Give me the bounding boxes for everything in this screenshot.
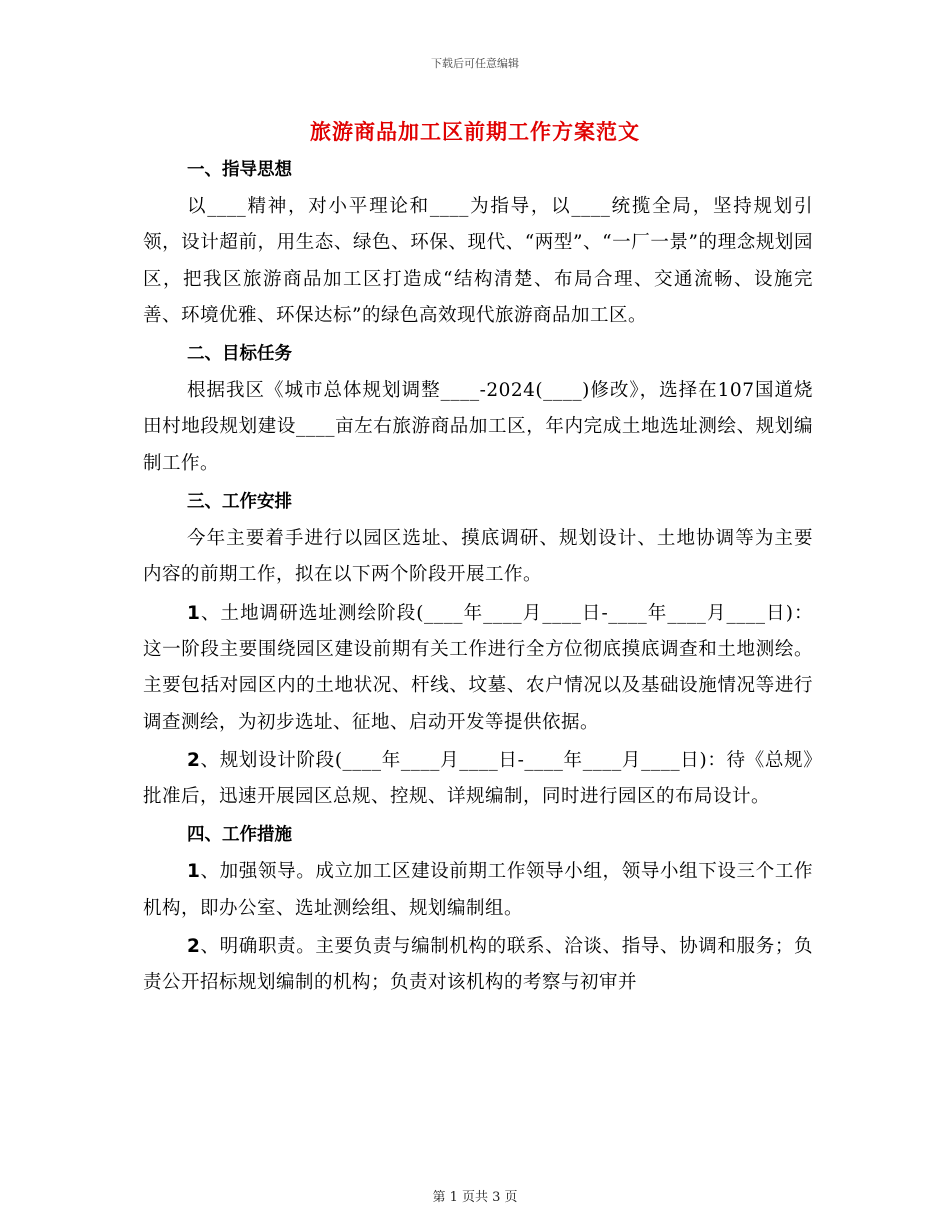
paragraph-number: 1	[187, 861, 201, 883]
paragraph	[143, 521, 813, 594]
paragraph	[143, 596, 813, 741]
paragraph-text: 今年主要着手进行以园区选址、摸底调研、规划设计、土地协调等为主要内容的前期工作，拟在以下两个阶段开展工作。	[143, 528, 813, 586]
section-heading: 三、工作安排	[187, 492, 292, 513]
document-body	[143, 152, 813, 1004]
paragraph-number: 2	[187, 936, 201, 958]
document-title: 旅游商品加工区前期工作方案范文	[310, 119, 640, 144]
page-footer: 第 1 页共 3 页	[432, 1190, 518, 1205]
paragraph-number: 1	[187, 602, 201, 624]
paragraph	[143, 854, 813, 927]
paragraph	[143, 743, 813, 816]
paragraph-text: 以____精神，对小平理论和____为指导，以____统揽全局，坚持规划引领，设计超前，用生态、绿色、环保、现代、“两型”、“一厂一景”的理念规划园区，把我区旅游商品加工区打造成“结构清楚、布局合理、交通流畅、设施完善、环境优雅、环保达标”的绿色高效现代旅游商品加工区。	[143, 196, 813, 326]
paragraph-text: 、土地调研选址测绘阶段(____年____月____日-____年____月____日)：这一阶段主要围绕园区建设前期有关工作进行全方位彻底摸底调查和土地测绘。主要包括对园区内的土地状况、杆线、坟墓、农户情况以及基础设施情况等进行调查测绘，为初步选址、征地、启动开发等提供依据。	[143, 602, 813, 733]
paragraph-text: 根据我区《城市总体规划调整____-2024(____)修改》，选择在107国道烧田村地段规划建设____亩左右旅游商品加工区，年内完成土地选址测绘、规划编制工作。	[143, 380, 813, 474]
paragraph-number: 2	[187, 749, 201, 771]
paragraph	[143, 373, 813, 482]
paragraph-text: 、明确职责。主要负责与编制机构的联系、洽谈、指导、协调和服务；负责公开招标规划编制的机构；负责对该机构的考察与初审并	[143, 936, 813, 994]
section-heading: 一、指导思想	[187, 160, 292, 180]
paragraph	[143, 929, 813, 1002]
section-heading: 二、目标任务	[187, 344, 292, 365]
header-note: 下载后可任意编辑	[431, 57, 519, 70]
paragraph-text: 、规划设计阶段(____年____月____日-____年____月____日)：待《总规》批准后，迅速开展园区总规、控规、详规编制，同时进行园区的布局设计。	[143, 749, 813, 808]
section-heading: 四、工作措施	[187, 825, 292, 846]
paragraph-text: 、加强领导。成立加工区建设前期工作领导小组，领导小组下设三个工作机构，即办公室、选址测绘组、规划编制组。	[143, 861, 813, 919]
paragraph	[143, 189, 813, 334]
